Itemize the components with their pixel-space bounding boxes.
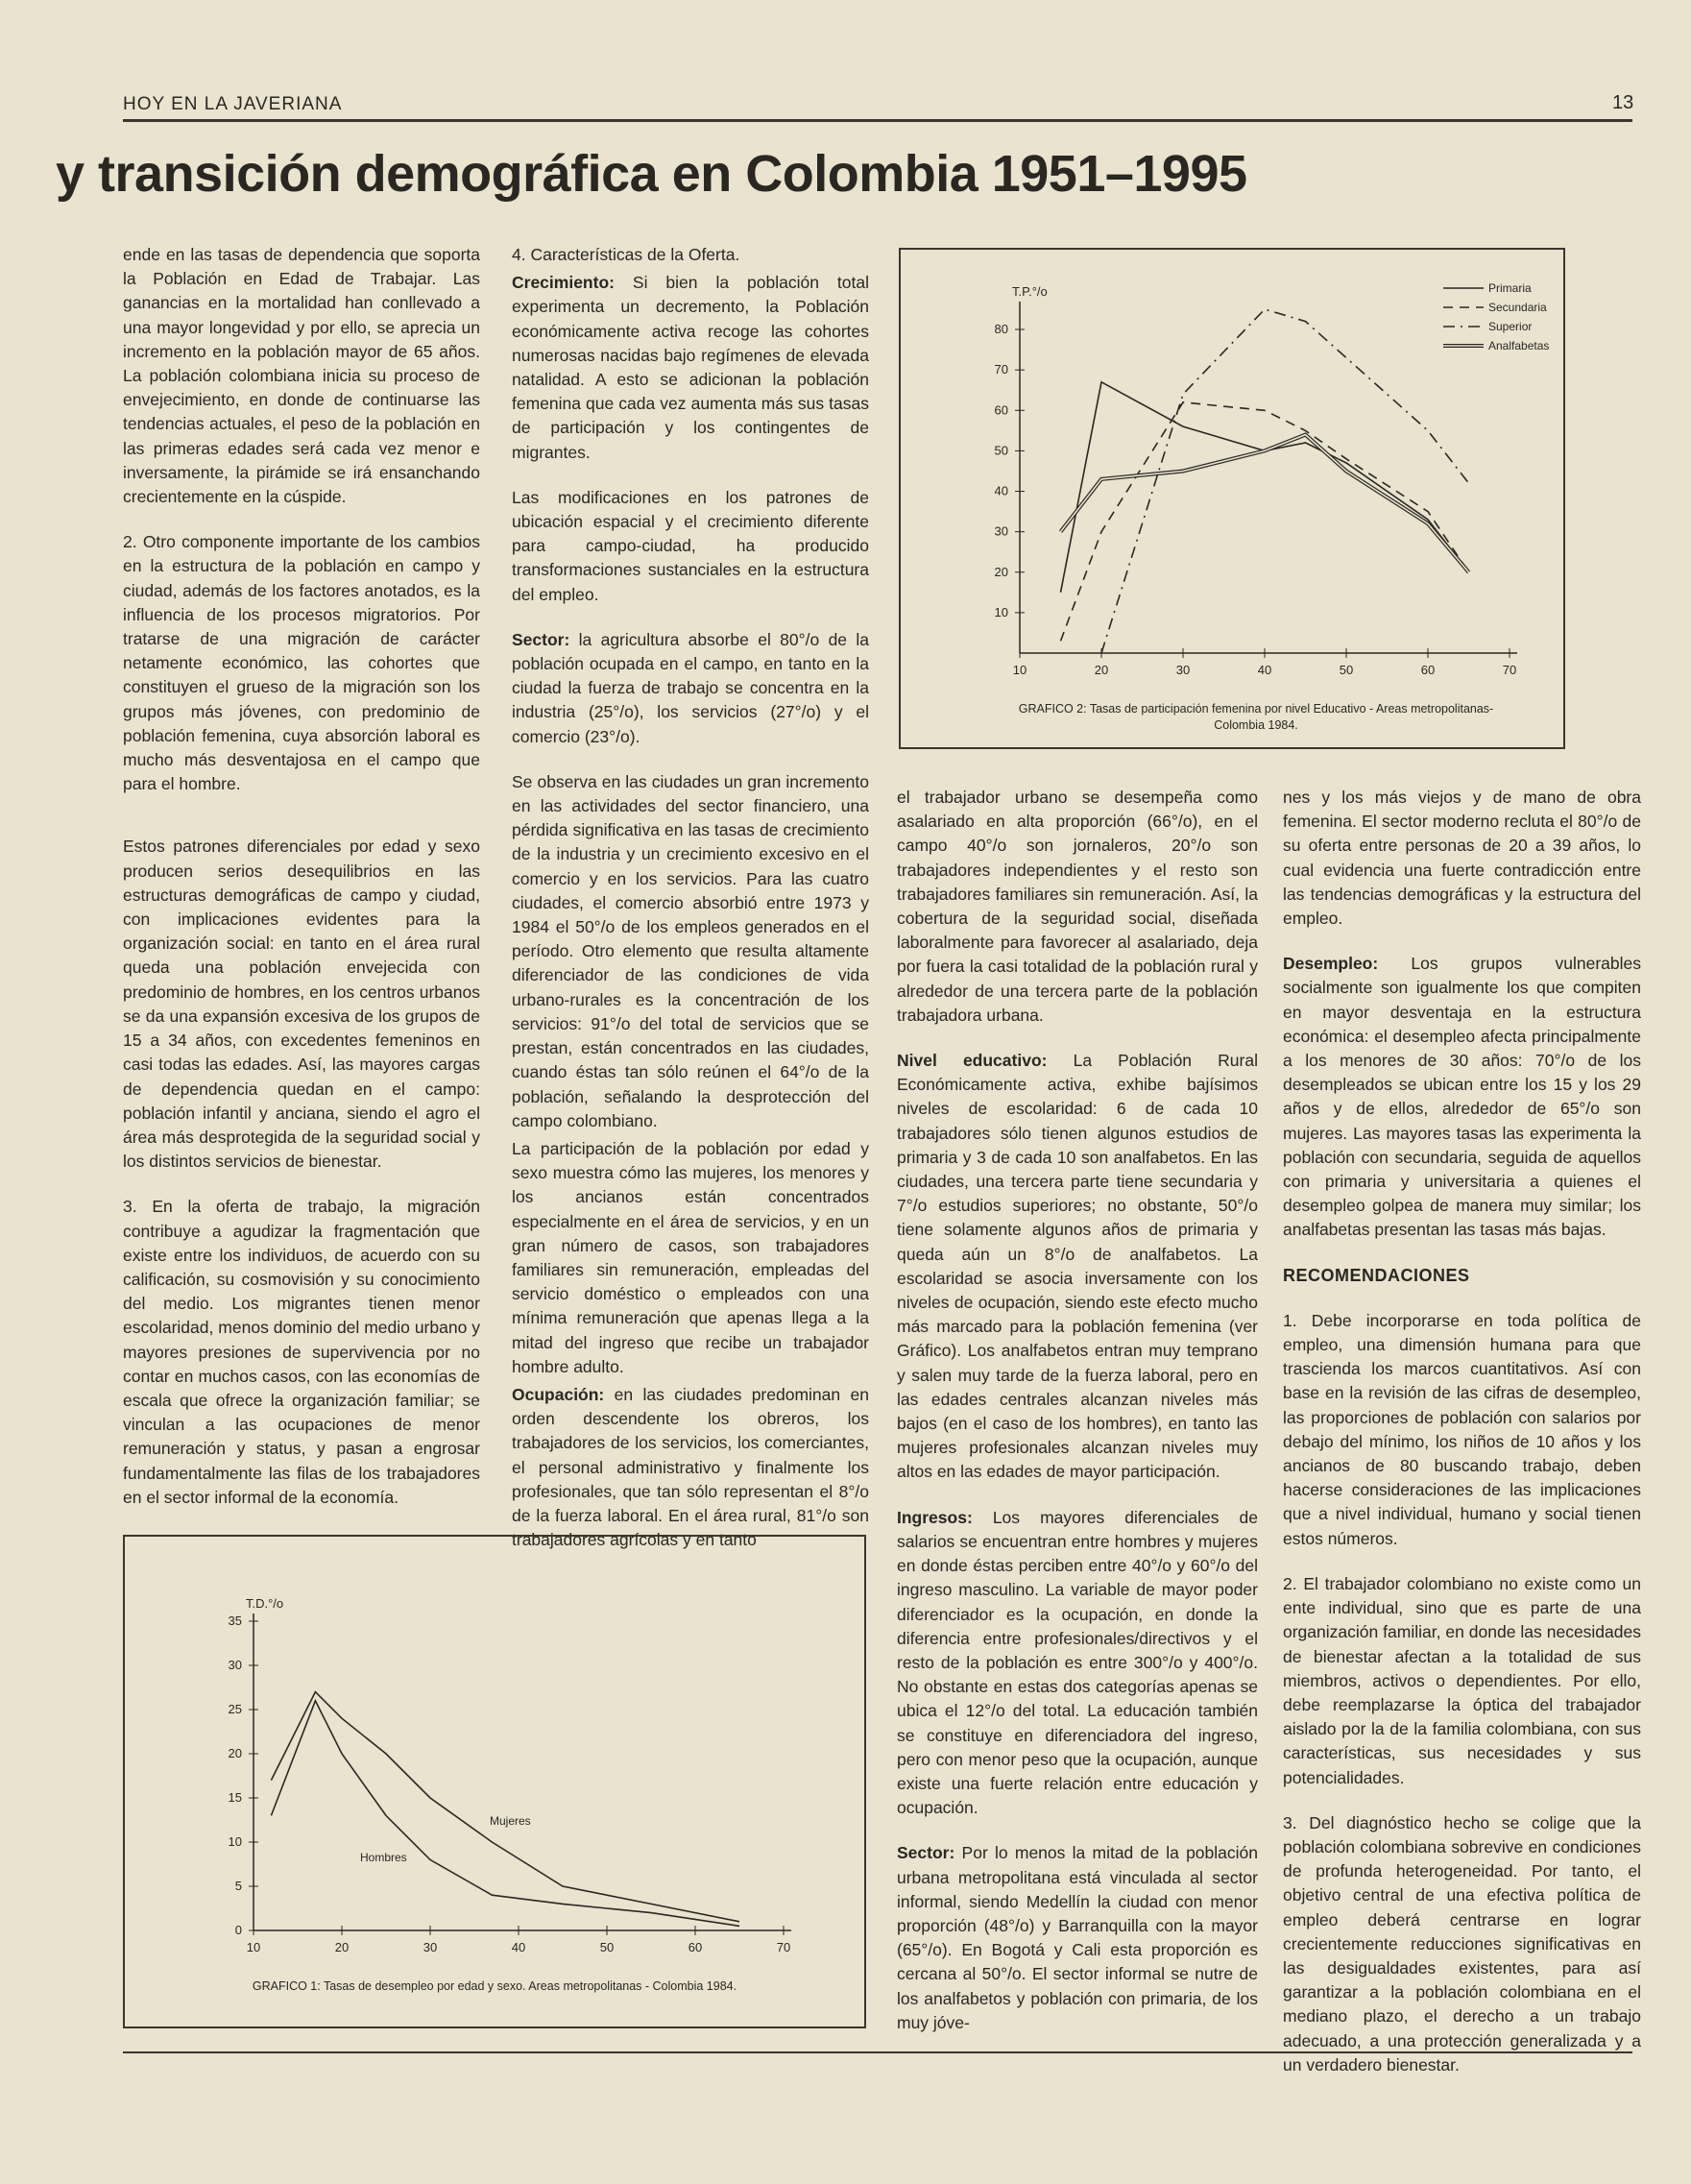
x-tick-label: 60 <box>688 1940 703 1954</box>
x-tick-label: 70 <box>776 1940 791 1954</box>
label-sector-informal: Sector: <box>897 1843 955 1863</box>
series-line-mujeres <box>271 1692 739 1922</box>
y-tick-label: 15 <box>228 1790 242 1805</box>
bottom-rule <box>123 2051 1632 2053</box>
series-label-hombres: Hombres <box>360 1851 407 1864</box>
legend-label: Superior <box>1488 320 1533 333</box>
legend-label: Analfabetas <box>1488 339 1550 352</box>
y-tick-label: 10 <box>994 604 1008 619</box>
y-tick-label: 5 <box>234 1879 242 1893</box>
y-tick-label: 25 <box>228 1702 242 1716</box>
label-desempleo: Desempleo: <box>1283 954 1379 974</box>
recommendation-1: 1. Debe incorporarse en toda política de empleo, una dimensión humana para que trascienda los marcos cuantitativos. Así con base en la revisión de las cifras de desempleo, las proporciones de población con salarios por debajo del mínimo, los niños de 10 años y los ancianos de 80 buscando trabajo, deben hacerse consideraciones de las implicaciones que a nivel individual, humano y social tienen estos números. <box>1283 1310 1641 1548</box>
x-tick-label: 50 <box>599 1940 615 1954</box>
y-tick-label: 70 <box>994 362 1008 377</box>
x-tick-label: 10 <box>1012 663 1027 677</box>
x-tick-label: 20 <box>1094 663 1109 677</box>
x-tick-label: 30 <box>1175 663 1191 677</box>
label-ingresos: Ingresos: <box>897 1507 973 1527</box>
chart-grafico-1 <box>125 1537 864 1978</box>
series-line-analfabetas-inner <box>1061 435 1469 572</box>
chart-grafico-2 <box>901 250 1563 701</box>
y-tick-label: 0 <box>234 1923 242 1937</box>
x-tick-label: 70 <box>1502 663 1517 677</box>
chart-grafico-2-legend <box>1443 281 1549 352</box>
text-ingresos: Los mayores diferenciales de salarios se encuentran entre hombres y mujeres en donde éstas perciben entre 40°/o y 60°/o del ingreso masculino. La variable de mayor poder diferenciador es la ocupación, en donde la diferencia entre profesionales/directivos y el resto de la población es entre 300°/o y 400°/o. No obstante en estas dos categorías apenas se ubica el 12°/o del total. La educación también se constituye en diferenciadora del ingreso, pero con menor peso que la ocupación, aunque existe una fuerte relación entre educación y ocupación. <box>897 1507 1258 1818</box>
y-tick-label: 50 <box>994 443 1008 458</box>
x-tick-label: 40 <box>1257 663 1272 677</box>
top-rule <box>123 119 1632 122</box>
text-desempleo: Los grupos vulnerables socialmente son igualmente los que compiten en mayor desventaja en la estructura económica: el desempleo afecta principalmente a los menores de 30 años: 70°/o de los desempleados se ubican entre los 15 y los 29 años y de ellos, alrededor de 65°/o son mujeres. Las mayores tasas las experimenta la población con secundaria, seguida de aquellos con primaria y universitaria a quienes el desempleo golpea de manera muy similar; los analfabetas presentan las tasas más bajas. <box>1283 954 1641 1240</box>
text-sector-informal: Por lo menos la mitad de la población urbana metropolitana está vinculada al sector informal, siendo Medellín la ciudad con menor proporción (48°/o) y Barranquilla con la mayor (65°/o). En Bogotá y Cali esta proporción es cercana al 50°/o. El sector informal se nutre de los analfabetos y población con primaria, de los muy jóve- <box>897 1843 1258 2032</box>
col3-paragraph: el trabajador urbano se desempeña como asalariado en alta proporción (66°/o), en el campo 40°/o son jornaleros, 20°/o son trabajadores independientes y el resto son trabajadores familiares sin remuneración. Así, la cobertura de la seguridad social, diseñada laboralmente para favorecer al asalariado, deja por fuera la casi totalidad de la población rural y alrededor de una tercera parte de la población trabajadora urbana. <box>897 788 1258 1025</box>
x-tick-label: 20 <box>334 1940 350 1954</box>
series-line-analfabetas <box>1061 435 1469 572</box>
recommendation-2: 2. El trabajador colombiano no existe como un ente individual, sino que es parte de una organización familiar, en donde las necesidades de bienestar afectan a la totalidad de sus miembros, activos o dependientes. Por ello, debe reemplazarse la óptica del trabajador aislado por la de la familia colombiana, con sus características, sus necesidades y sus potencialidades. <box>1283 1573 1641 1787</box>
legend-label: Primaria <box>1488 281 1532 295</box>
x-tick-label: 30 <box>423 1940 438 1954</box>
col1-paragraph: ende en las tasas de dependencia que soporta la Población en Edad de Trabajar. Las ganancias en la mortalidad han conllevado a una mayor longevidad y por ello, se aprecia un incremento en la población mayor de 65 años. La población colombiana inicia su proceso de envejecimiento, en donde de continuarse las tendencias actuales, el peso de la población en las primeras edades será cada vez menor e inversamente, la pirámide se irá ensanchando crecientemente en la cúspide. <box>123 245 480 507</box>
y-tick-label: 30 <box>994 523 1008 539</box>
y-tick-label: 10 <box>228 1834 242 1849</box>
article-title: y transición demográfica en Colombia 1951–1995 <box>56 145 1247 203</box>
series-line-superior <box>1101 309 1469 653</box>
y-tick-label: 40 <box>994 483 1008 498</box>
column-1 <box>123 243 480 1531</box>
section-heading: 4. Características de la Oferta. <box>512 245 740 264</box>
x-tick-label: 50 <box>1339 663 1354 677</box>
y-axis-label: T.D.°/o <box>246 1596 284 1611</box>
legend-label: Secundaria <box>1488 301 1547 314</box>
col2-paragraph: Se observa en las ciudades un gran incremento en las actividades del sector financiero, una pérdida significativa en las tasas de crecimiento de la industria y un crecimiento excesivo en el comercio y en los servicios. Para las cuatro ciudades, el comercio absorbió entre 1973 y 1984 el 50°/o de los empleos generados en el período. Otro elemento que resulta altamente diferenciador de las condiciones de vida urbano-rurales es la concentración de los servicios: 91°/o del total de servicios que se prestan, están concentrados en las ciudades, cuando éstas tan sólo reúnen el 64°/o de la población, señalando la desprotección del campo colombiano. <box>512 771 869 1130</box>
y-tick-label: 35 <box>228 1614 242 1628</box>
chart-grafico-1-frame <box>123 1535 866 2028</box>
col1-paragraph: 3. En la oferta de trabajo, la migración contribuye a agudizar la fragmentación que existe entre los individuos, de acuerdo con su calificación, su cosmovisión y su conocimiento del medio. Los migrantes tienen menor escolaridad, menos dominio del medio urbano y mayores presiones de supervivencia por no contar en muchos casos, con las economías de escala que ofrece la organización familiar; se vinculan a las ocupaciones de menor remuneración y status, y pasan a engrosar fundamentalmente las filas de los trabajadores en el sector informal de la economía. <box>123 1197 480 1507</box>
x-tick-label: 40 <box>511 1940 526 1954</box>
chart-grafico-1-caption: GRAFICO 1: Tasas de desempleo por edad y sexo. Areas metropolitanas - Colombia 1984. <box>252 1979 737 1993</box>
text-ocupacion: en las ciudades predominan en orden descendente los obreros, los trabajadores de los servicios, los comerciantes, el personal administrativo y finalmente los profesionales, que tan sólo representan el 8°/o de la fuerza laboral. En el área rural, 81°/o son trabajadores agrícolas y en tanto <box>512 1384 869 1550</box>
column-3 <box>897 786 1258 2056</box>
col1-paragraph: Estos patrones diferenciales por edad y sexo producen serios desequilibrios en las estructuras demográficas de campo y ciudad, con implicaciones evidentes para la organización social: en tanto en el área rural queda una población envejecida con predominio de hombres, en los centros urbanos se da una expansión excesiva de los grupos de 15 a 34 años, con excedentes femeninos en casi todas las edades. Así, las mayores cargas de dependencia quedan en el campo: población infantil y anciana, siendo el agro el área más desprotegida de la seguridad social y los distintos servicios de bienestar. <box>123 837 480 1172</box>
series-label-mujeres: Mujeres <box>490 1814 531 1828</box>
col4-paragraph: nes y los más viejos y de mano de obra femenina. El sector moderno recluta el 80°/o de su oferta entre personas de 20 a 39 años, lo cual evidencia una fuerte contradicción entre las tendencias demográficas y la estructura del empleo. <box>1283 788 1641 929</box>
page-number: 13 <box>1612 92 1634 113</box>
label-ocupacion: Ocupación: <box>512 1384 605 1404</box>
recommendation-3: 3. Del diagnóstico hecho se colige que la población colombiana sobrevive en condiciones de profunda heterogeneidad. Por tanto, el objetivo central de una efectiva política de empleo deberá centrarse en lograr crecientemente reducciones significativas en las desigualdades existentes, para así garantizar a la población colombiana en el mediano plazo, el derecho a un trabajo adecuado, a una protección generalizada y a un verdadero bienestar. <box>1283 1812 1641 2075</box>
text-nivel-educativo: La Población Rural Económicamente activa, exhibe bajísimos niveles de escolaridad: 6 de cada 10 trabajadores sólo tienen algunos estudios de primaria y 3 de cada 10 son analfabetos. En las ciudades, una tercera parte tiene secundaria y 7°/o estudios superiores; no obstante, 50°/o tiene solamente algunos años de primaria y queda aún un 8°/o de analfabetos. La escolaridad se asocia inversamente con los niveles de ocupación, siendo este efecto mucho más marcado para la población femenina (ver Gráfico). Los analfabetos entran muy temprano y salen muy tarde de la fuerza laboral, pero en las edades centrales alcanzan niveles más bajos (en el caso de los hombres), en tanto las mujeres profesionales alcanzan niveles muy altos en las edades de mayor participación. <box>897 1051 1258 1482</box>
column-4 <box>1283 786 1641 2099</box>
label-nivel-educativo: Nivel educativo: <box>897 1051 1048 1071</box>
chart-grafico-2-frame <box>899 248 1565 749</box>
text-sector: la agricultura absorbe el 80°/o de la población ocupada en el campo, en tanto en la ciudad la fuerza de trabajo se concentra en la industria (25°/o), los servicios (27°/o) y el comercio (23°/o). <box>512 629 869 746</box>
chart-grafico-2-caption: GRAFICO 2: Tasas de participación femenina por nivel Educativo - Areas metropolitanas- Colombia 1984. <box>1018 702 1494 732</box>
series-line-primaria <box>1061 382 1469 593</box>
label-crecimiento: Crecimiento: <box>512 273 615 293</box>
y-tick-label: 30 <box>228 1658 242 1672</box>
y-axis-label: T.P.°/o <box>1012 284 1048 299</box>
col2-paragraph: La participación de la población por edad y sexo muestra cómo las mujeres, los menores y los ancianos están concentrados especialmente en el área de servicios, y en un gran número de casos, son trabajadores familiares sin remuneración, empleadas del servicio doméstico o empleados con una mínima remuneración que apenas llega a la mitad del ingreso que recibe un trabajador hombre adulto. <box>512 1138 869 1376</box>
col2-paragraph: Las modificaciones en los patrones de ubicación espacial y el crecimiento diferente para campo-ciudad, ha producido transformaciones sustanciales en la estructura del empleo. <box>512 487 869 604</box>
column-2 <box>512 243 869 1573</box>
recommendations-heading: RECOMENDACIONES <box>1283 1265 1470 1285</box>
y-tick-label: 80 <box>994 322 1008 337</box>
y-tick-label: 20 <box>228 1746 242 1760</box>
col1-paragraph: 2. Otro componente importante de los cambios en la estructura de la población en campo y ciudad, además de los factores anotados, es la influencia de los procesos migratorios. Por tratarse de una migración de carácter netamente económico, las cohortes que constituyen el grueso de la migración son los grupos más jóvenes, con predominio de población femenina, cuya absorción laboral es mucho más desventajosa en el campo que para el hombre. <box>123 532 480 794</box>
y-tick-label: 20 <box>994 564 1008 579</box>
running-head: HOY EN LA JAVERIANA <box>123 94 343 114</box>
y-tick-label: 60 <box>994 402 1008 418</box>
series-line-secundaria <box>1061 402 1469 642</box>
x-tick-label: 10 <box>246 1940 261 1954</box>
x-tick-label: 60 <box>1420 663 1436 677</box>
label-sector: Sector: <box>512 629 570 649</box>
text-crecimiento: Si bien la población total experimenta un decremento, la Población económicamente activa recoge las cohortes numerosas nacidas bajo regímenes de elevada natalidad. A esto se adicionan la población femenina que cada vez aumenta más sus tasas de participación y los contingentes de migrantes. <box>512 273 869 462</box>
